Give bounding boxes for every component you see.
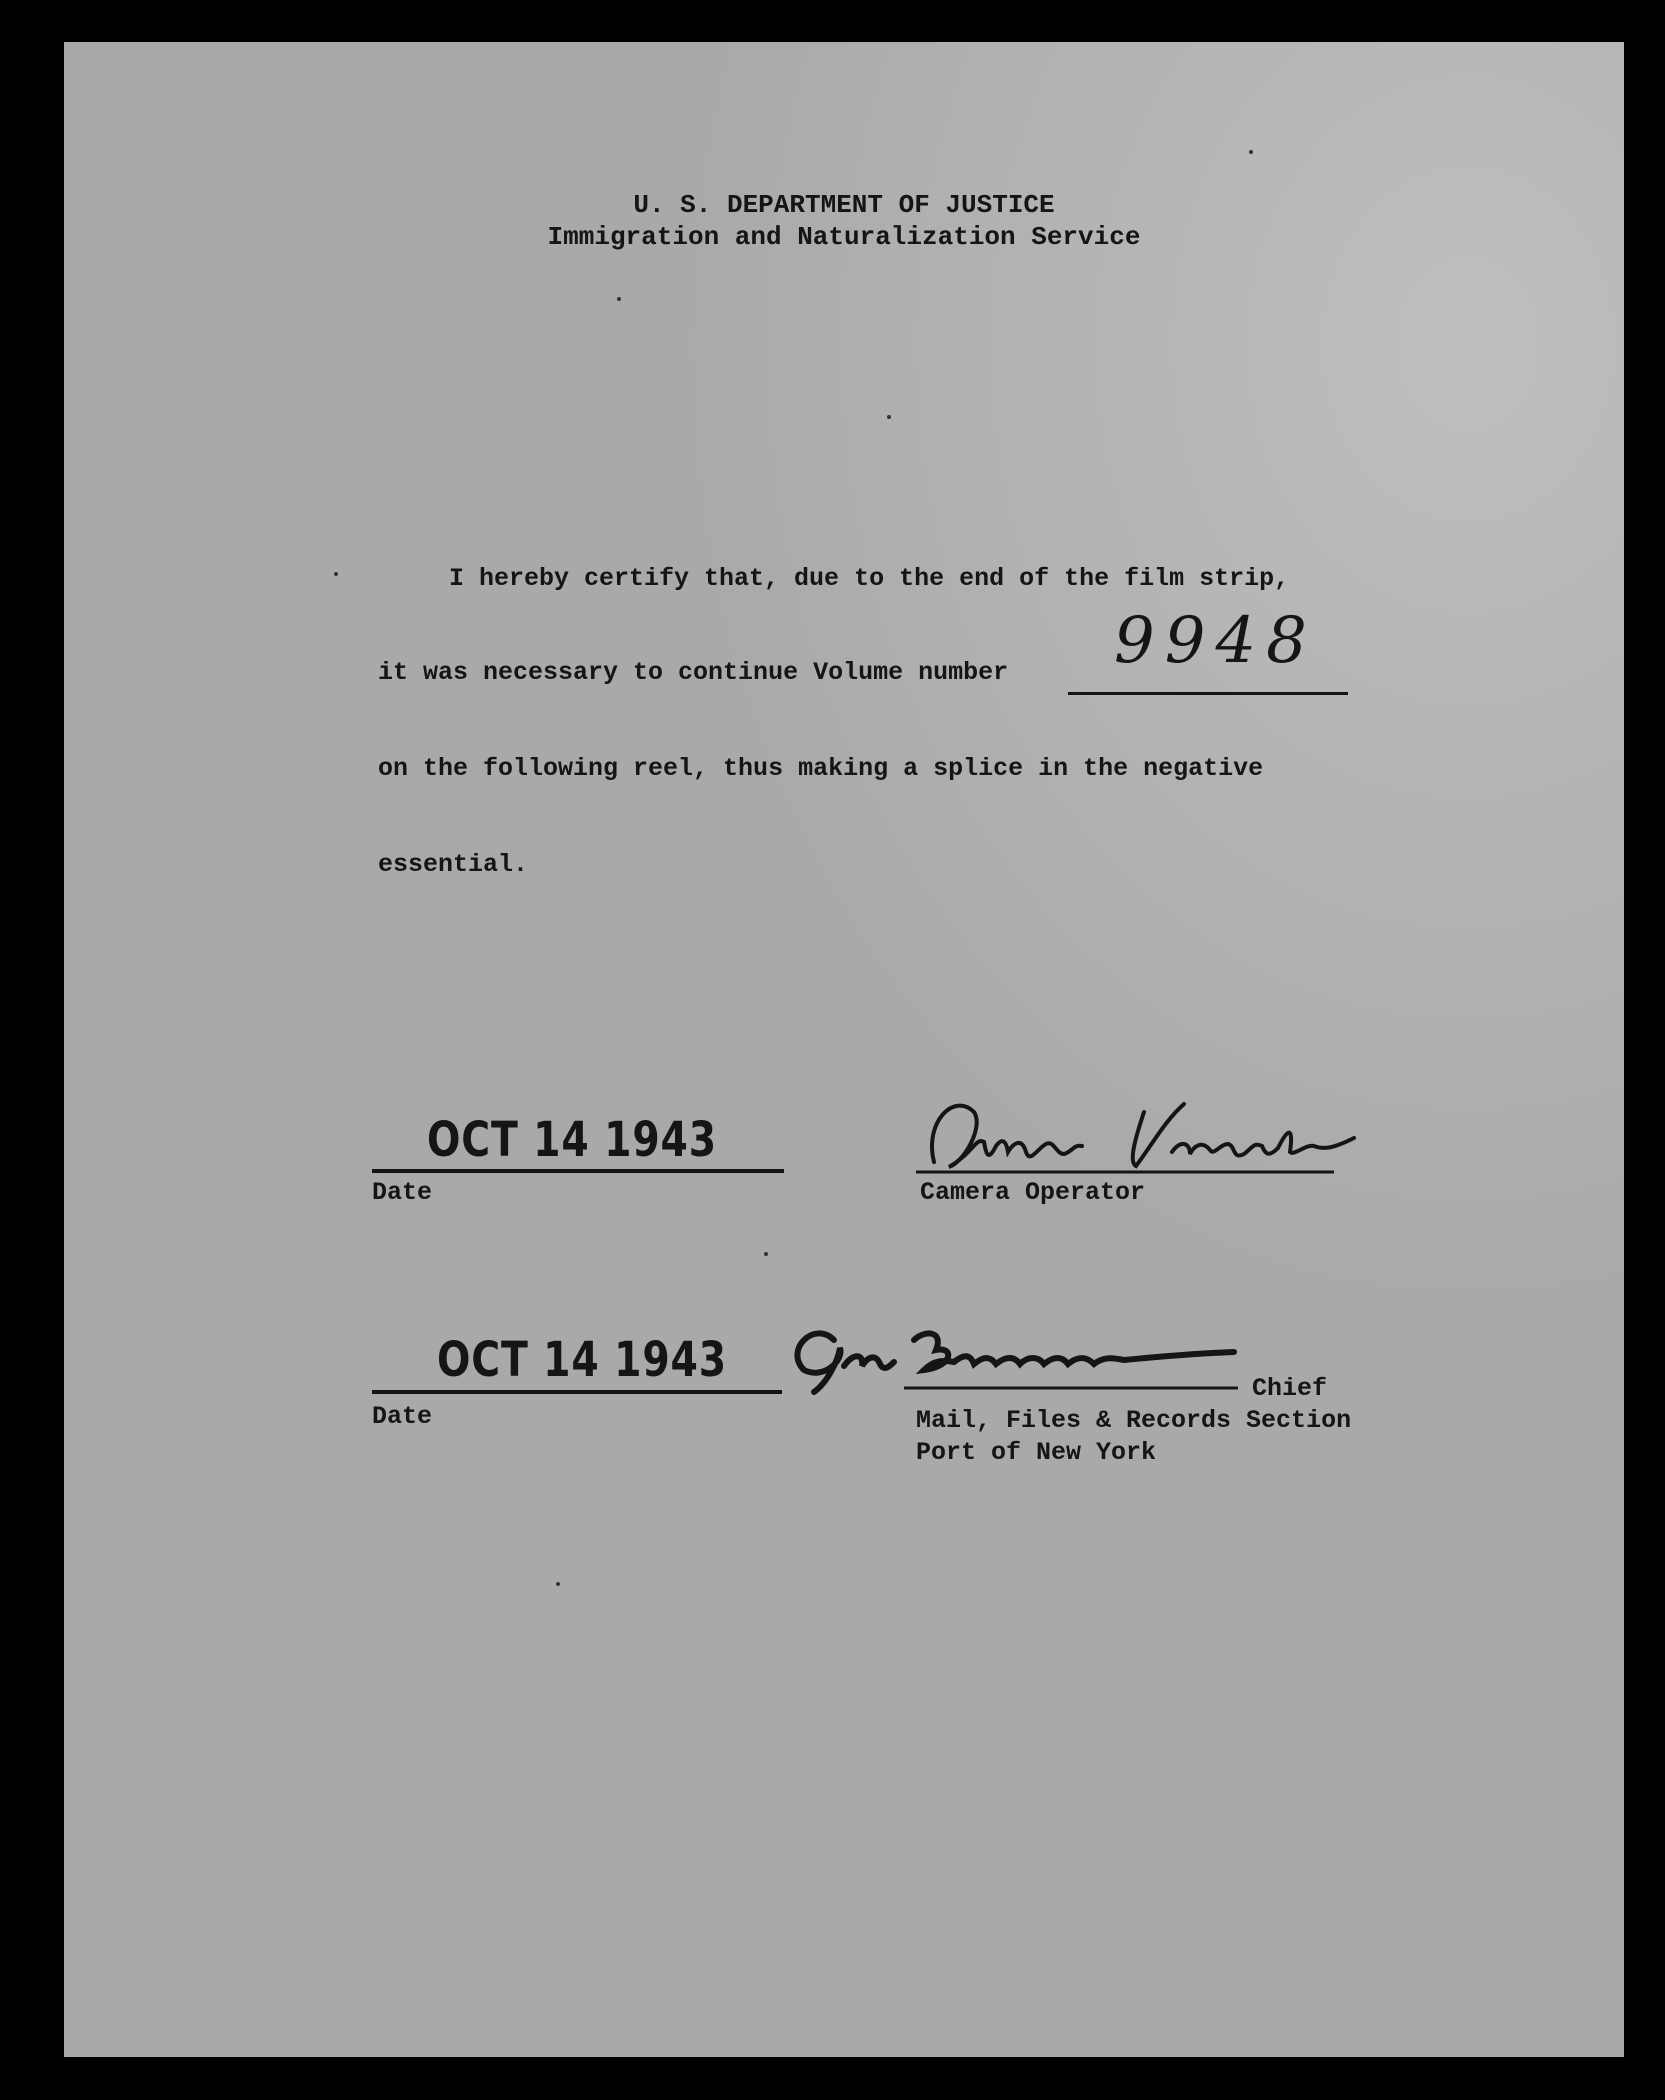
date-label-chief: Date (372, 1402, 433, 1431)
section-line: Mail, Files & Records Section (916, 1406, 1352, 1435)
certification-line-4: essential. (378, 850, 529, 879)
scan-speck (334, 572, 338, 576)
scan-speck (556, 1582, 560, 1586)
department-heading: U. S. DEPARTMENT OF JUSTICE (633, 190, 1055, 220)
camera-operator-signature (914, 1082, 1394, 1182)
chief-signature (764, 1300, 1284, 1400)
volume-number-underline (1068, 692, 1348, 695)
chief-title: Chief (1252, 1374, 1328, 1403)
scan-speck (1249, 150, 1253, 154)
scan-speck (617, 297, 621, 301)
port-line: Port of New York (916, 1438, 1157, 1467)
scan-speck (764, 1252, 768, 1256)
document-page (64, 42, 1624, 2057)
certification-line-2: it was necessary to continue Volume number (378, 658, 1009, 687)
date-line-chief (372, 1390, 782, 1394)
date-stamp-chief: OCT 14 1943 (437, 1332, 727, 1388)
date-stamp-camera-operator: OCT 14 1943 (427, 1112, 717, 1168)
service-heading: Immigration and Naturalization Service (547, 222, 1141, 252)
date-line-camera-operator (372, 1169, 784, 1173)
certification-line-3: on the following reel, thus making a splice in the negative (378, 754, 1264, 783)
camera-operator-label: Camera Operator (920, 1178, 1146, 1207)
certification-line-1: I hereby certify that, due to the end of the film strip, (449, 564, 1290, 593)
date-label-camera-operator: Date (372, 1178, 433, 1207)
scan-speck (887, 415, 891, 419)
volume-number: 9948 (1114, 604, 1317, 678)
